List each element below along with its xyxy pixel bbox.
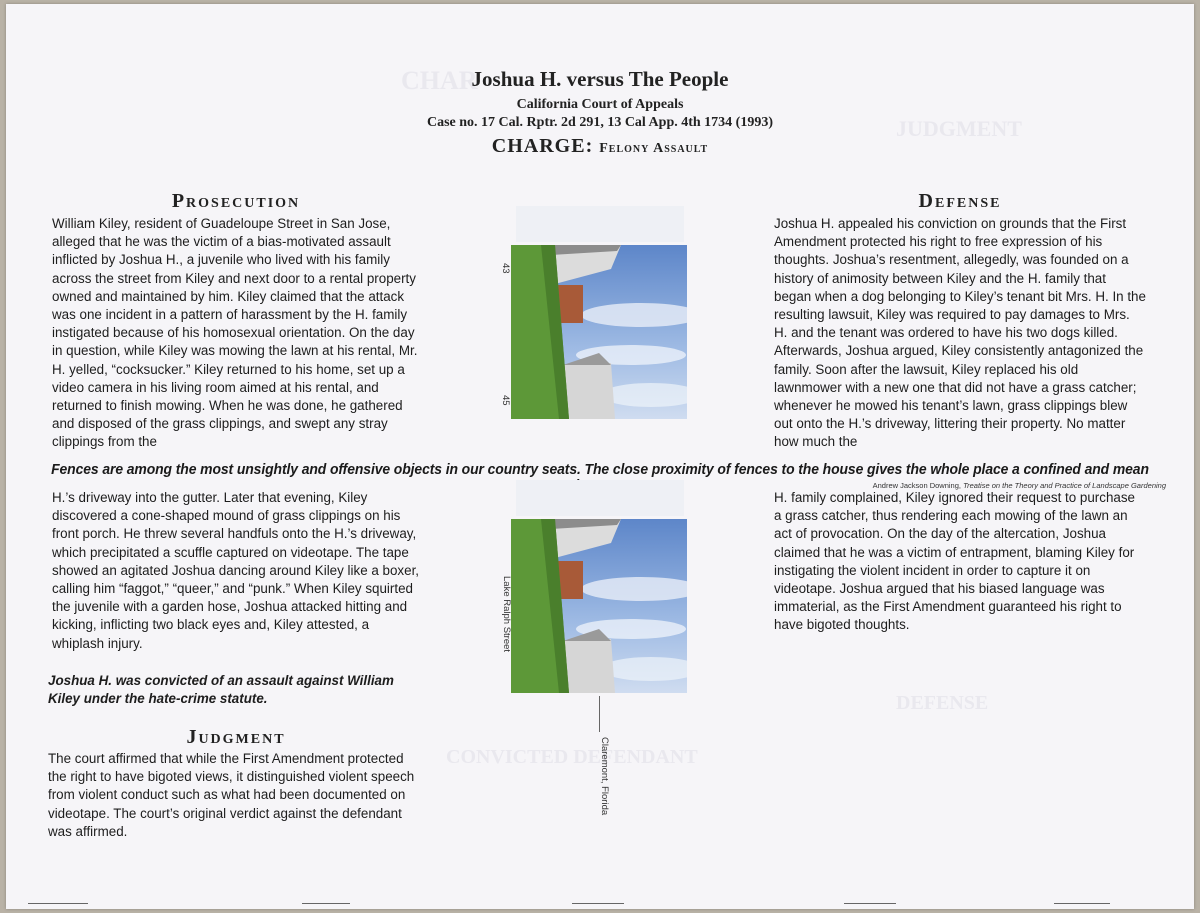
- location-label: Claremont, Florida: [599, 737, 610, 816]
- prosecution-text-top: William Kiley, resident of Guadeloupe Street in San Jose, alleged that he was the victim of a bias-motivated assault inflicted by Joshua H., a juvenile who lived with his family across the street from Kiley and next door to a rental property owned and maintained by him. Kiley claimed that the attack was one incident in a pattern of harassment by the H. family instigated because of his homosexual orientation. On the day in question, while Kiley was mowing the lawn at his rental, Mr. H. yelled, “cocksucker.” Kiley returned to his home, set up a video camera in his living room aimed at his rental, and returned to finish mowing. When he was done, he gathered and disposed of the grass clippings, and swept any stray clippings from the: [52, 216, 418, 450]
- binding-mark: [572, 903, 624, 904]
- house-photo-bottom: [511, 519, 687, 693]
- quote-author: Andrew Jackson Downing,: [872, 481, 961, 490]
- defense-heading: Defense: [918, 190, 1002, 212]
- house-number-label: 45: [500, 395, 511, 406]
- house-photo-top: [511, 245, 687, 419]
- defense-text-bottom: H. family complained, Kiley ignored their request to purchase a grass catcher, thus rendering each mowing of the lawn an act of provocation. On the day of the altercation, Joshua claimed that he was a victim of entrapment, blaming Kiley for instigating the violent incident in order to capture it on videotape. Joshua argued that his biased language was immaterial, as the First Amendment guaranteed his right to have bigoted thoughts.: [774, 490, 1135, 633]
- case-number: Case no. 17 Cal. Rptr. 2d 291, 13 Cal App. 4th 1734 (1993): [426, 115, 773, 130]
- binding-mark: [1054, 903, 1110, 904]
- judgment-heading: Judgment: [186, 726, 286, 748]
- charge-label: CHARGE:: [491, 135, 594, 157]
- label-leader-line: [599, 696, 600, 732]
- banner-quote: Fences are among the most unsightly and offensive objects in our country seats. The close proximity of fences to the house gives the whole place a confined and mean: [51, 462, 1149, 478]
- photo-shadow: [516, 480, 684, 516]
- defense-text-top: Joshua H. appealed his conviction on grounds that the First Amendment protected his right to free expression of his thoughts. Joshua’s resentment, allegedly, was founded on a history of animosity between Kiley and the H. family that began when a dog belonging to Kiley’s tenant bit Mrs. H. In the resulting lawsuit, Kiley was required to pay damages to Mrs. H. and the tenant was ordered to have his two dogs killed. Afterwards, Joshua argued, Kiley consistently antagonized the family. Soon after the lawsuit, Kiley replaced his old lawnmower with a new one that did not have a grass catcher; whenever he mowed his tenant’s lawn, grass clippings blew out onto the H.’s driveway, littering their property. No matter how much the: [774, 216, 1146, 450]
- page-title: Joshua H. versus The People: [471, 67, 729, 91]
- photo-shadow: [516, 206, 684, 242]
- quote-attribution: [873, 481, 1166, 490]
- prosecution-heading: Prosecution: [171, 190, 301, 212]
- show-through-text: CONVICTED DEFENDANT: [446, 746, 698, 768]
- house-number-label: 43: [500, 263, 511, 274]
- binding-mark: [28, 903, 88, 904]
- show-through-text: JUDGMENT: [896, 116, 1022, 141]
- document-page: [6, 4, 1194, 909]
- binding-mark: [302, 903, 350, 904]
- show-through-text: DEFENSE: [896, 692, 989, 714]
- judgment-text: The court affirmed that while the First Amendment protected the right to have bigoted views, it distinguished violent speech from violent conduct such as what had been documented on videotape. The court’s original verdict against the defendant was affirmed.: [48, 751, 415, 839]
- verdict-statement: Joshua H. was convicted of an assault against William Kiley under the hate-crime statute.: [48, 673, 394, 707]
- charge-value: Felony Assault: [599, 141, 709, 156]
- street-label: Lake Ralph Street: [501, 576, 512, 653]
- charge-line: [6, 135, 1194, 158]
- show-through-text: CHAR: [401, 66, 478, 95]
- binding-mark: [844, 903, 896, 904]
- quote-source: Treatise on the Theory and Practice of Landscape Gardening: [963, 481, 1166, 490]
- court-name: California Court of Appeals: [516, 97, 684, 112]
- prosecution-text-bottom: H.’s driveway into the gutter. Later that evening, Kiley discovered a cone-shaped mound of grass clippings on his front porch. He threw several handfuls onto the H.’s driveway, which precipitated a scuffle captured on videotape. The tape showed an agitated Joshua dancing around Kiley like a boxer, calling him “faggot,” “queer,” and “punk.” When Kiley squirted the juvenile with a garden hose, Joshua attacked hitting and kicking, inflicting two black eyes and, Kiley attested, a whiplash injury.: [52, 490, 420, 651]
